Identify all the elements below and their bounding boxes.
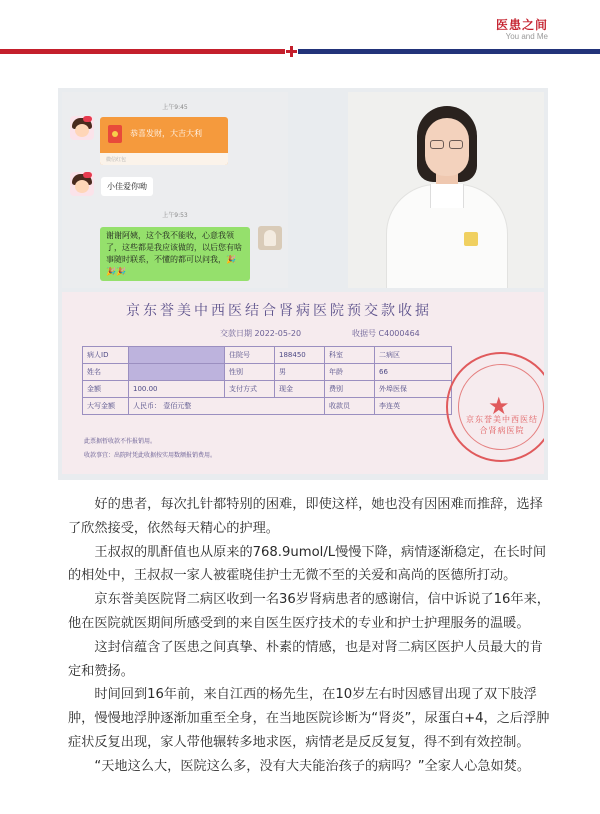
article-body: [68, 493, 550, 779]
paragraph: 京东誉美医院肾二病区收到一名36岁肾病患者的感谢信，信中诉说了16年来，他在医院就医期间所感受到的来自医生医疗技术的专业和护士护理服务的温暖。: [68, 592, 550, 631]
chat-message: 小佳爱你呦: [101, 177, 153, 196]
header-bar-navy: [298, 49, 600, 54]
receipt-date: 交款日期 2022-05-20: [220, 329, 302, 338]
paragraph: 时间回到16年前，来自江西的杨先生，在10岁左右时因感冒出现了双下肢浮肿，慢慢地浮肿逐渐加重至全身，在当地医院诊断为“肾炎”，尿蛋白+4，之后浮肿症状反复出现，家人带他辗转多地求医，病情老是反反复复，得不到有效控制。: [68, 687, 550, 750]
nurse-portrait: [348, 92, 544, 288]
nurse-avatar: [258, 226, 282, 250]
receipt-number: 收据号 C4000464: [352, 329, 420, 338]
red-packet-footer: 微信红包: [100, 153, 228, 165]
chat-screenshot: [62, 92, 288, 288]
section-title: 医患之间: [495, 18, 548, 32]
paragraph: “天地这么大，医院这么多，没有大夫能治孩子的病吗？”全家人心急如焚。: [94, 758, 531, 774]
chat-timestamp: 上午9:53: [162, 212, 188, 219]
patient-avatar: [70, 116, 94, 140]
payment-receipt: [62, 292, 544, 474]
receipt-title: 京东誉美中西医结合肾病医院预交款收据: [126, 303, 432, 319]
red-packet-icon: [108, 125, 122, 143]
section-subtitle: You and Me: [505, 32, 548, 41]
header-bar-red: [0, 49, 285, 54]
red-packet-message: [100, 117, 228, 165]
paragraph: 王叔叔的肌酐值也从原来的768.9umol/L慢慢下降，病情逐渐稳定，在长时间的相处中，王叔叔一家人被霍晓佳护士无微不至的关爱和高尚的医德所打动。: [68, 544, 547, 584]
redacted-cell: [129, 347, 225, 364]
receipt-table: [82, 346, 452, 415]
red-packet-text: 恭喜发财，大吉大利: [130, 129, 202, 138]
patient-avatar: [70, 172, 94, 196]
paragraph: 好的患者，每次扎针都特别的困难，即使这样，她也没有因困难而推辞，选择了欣然接受，依然每天精心的护理。: [68, 497, 543, 536]
redacted-cell: [129, 364, 225, 381]
star-icon: ★: [488, 392, 510, 420]
paragraph: 这封信蕴含了医患之间真挚、朴素的情感，也是对肾二病区医护人员最大的肯定和赞扬。: [68, 639, 543, 679]
receipt-note: 此票据暂收款不作报销用。: [84, 438, 157, 445]
hospital-stamp: [446, 352, 544, 462]
chat-timestamp: 上午9:45: [162, 104, 188, 111]
table-row: 金额 100.00 支付方式 现金 费别 外埠医保: [83, 381, 452, 398]
table-row: 姓名 性别 男 年龄 66: [83, 364, 452, 381]
name-badge: [464, 232, 478, 246]
nurse-reply-message: 谢谢阿姨，这个我不能收，心意我领了，这些都是我应该做的，以后您有啥事随时联系，不懂的都可以问我，🎉🎉🎉: [100, 227, 250, 281]
stamp-text: 京东誉美中西医结合肾病医院: [466, 415, 538, 435]
medical-cross-icon: [284, 44, 299, 59]
table-row: 病人ID 住院号 188450 科室 二病区: [83, 347, 452, 364]
table-row: 大写金额 人民币： 壹佰元整 收款员 李连英: [83, 398, 452, 415]
receipt-note: 收款事宜：出院时凭此收据按实用数额报销费用。: [84, 452, 217, 459]
